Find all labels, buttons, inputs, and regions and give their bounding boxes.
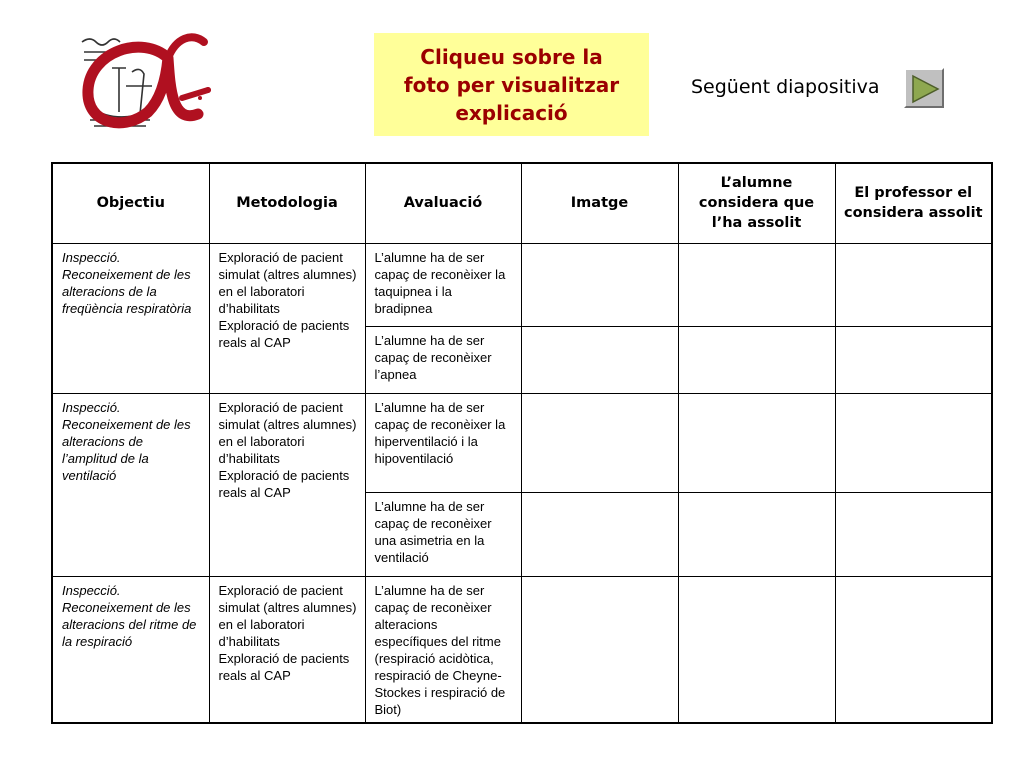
metodologia-line: Exploració de pacients reals al CAP (218, 650, 350, 683)
university-logo (72, 28, 222, 138)
professor-cell[interactable] (835, 576, 992, 723)
objectiu-cell: Inspecció. Reconeixement de les alteracions del ritme de la respiració (52, 576, 209, 723)
callout-line-3: explicació (455, 100, 568, 125)
objectiu-cell: Inspecció. Reconeixement de les alteracions de la freqüència respiratòria (52, 243, 209, 393)
imatge-cell[interactable] (521, 393, 678, 492)
metodologia-line: Exploració de pacients reals al CAP (218, 467, 350, 500)
table-row (52, 576, 992, 723)
metodologia-cell (209, 576, 365, 723)
callout-line-2: foto per visualitzar (403, 72, 620, 97)
avaluacio-cell: L’alumne ha de ser capaç de reconèixer alteracions específiques del ritme (respiració acidòtica, respiració de Cheyne-Stockes i respiració de Biot) (365, 576, 521, 723)
imatge-cell[interactable] (521, 326, 678, 393)
logo-emblem-icon (72, 28, 222, 138)
avaluacio-cell: L’alumne ha de ser capaç de reconèixer l’apnea (365, 326, 521, 393)
header-avaluacio: Avaluació (365, 163, 521, 243)
next-slide-label: Següent diapositiva (691, 76, 880, 98)
alumne-cell[interactable] (678, 492, 835, 576)
header-objectiu: Objectiu (52, 163, 209, 243)
imatge-cell[interactable] (521, 576, 678, 723)
professor-cell[interactable] (835, 243, 992, 326)
alumne-cell[interactable] (678, 326, 835, 393)
professor-cell[interactable] (835, 393, 992, 492)
alumne-cell[interactable] (678, 243, 835, 326)
avaluacio-cell: L’alumne ha de ser capaç de reconèixer la taquipnea i la bradipnea (365, 243, 521, 326)
professor-cell[interactable] (835, 492, 992, 576)
objectiu-cell: Inspecció. Reconeixement de les alteracions de l’amplitud de la ventilació (52, 393, 209, 576)
table-header-row (52, 163, 992, 243)
next-slide-button[interactable] (904, 68, 944, 108)
metodologia-line: Exploració de pacient simulat (altres alumnes) en el laboratori d’habilitats (218, 249, 357, 316)
header-professor: El professor el considera assolit (835, 163, 992, 243)
imatge-cell[interactable] (521, 243, 678, 326)
callout-line-1: Cliqueu sobre la (420, 44, 603, 69)
metodologia-cell (209, 243, 365, 393)
table-row (52, 393, 992, 492)
alumne-cell[interactable] (678, 393, 835, 492)
play-triangle-icon (910, 74, 940, 104)
alumne-cell[interactable] (678, 576, 835, 723)
metodologia-line: Exploració de pacients reals al CAP (218, 317, 350, 350)
professor-cell[interactable] (835, 326, 992, 393)
avaluacio-cell: L’alumne ha de ser capaç de reconèixer la hiperventilació i la hipoventilació (365, 393, 521, 492)
header-alumne: L’alumne considera que l’ha assolit (678, 163, 835, 243)
metodologia-cell (209, 393, 365, 576)
metodologia-line: Exploració de pacient simulat (altres alumnes) en el laboratori d’habilitats (218, 582, 357, 649)
competency-table (51, 162, 993, 724)
avaluacio-cell: L’alumne ha de ser capaç de reconèixer una asimetria en la ventilació (365, 492, 521, 576)
metodologia-line: Exploració de pacient simulat (altres alumnes) en el laboratori d’habilitats (218, 399, 357, 466)
table-row (52, 243, 992, 326)
instruction-callout[interactable] (374, 33, 649, 136)
header-imatge: Imatge (521, 163, 678, 243)
header-metodologia: Metodologia (209, 163, 365, 243)
imatge-cell[interactable] (521, 492, 678, 576)
